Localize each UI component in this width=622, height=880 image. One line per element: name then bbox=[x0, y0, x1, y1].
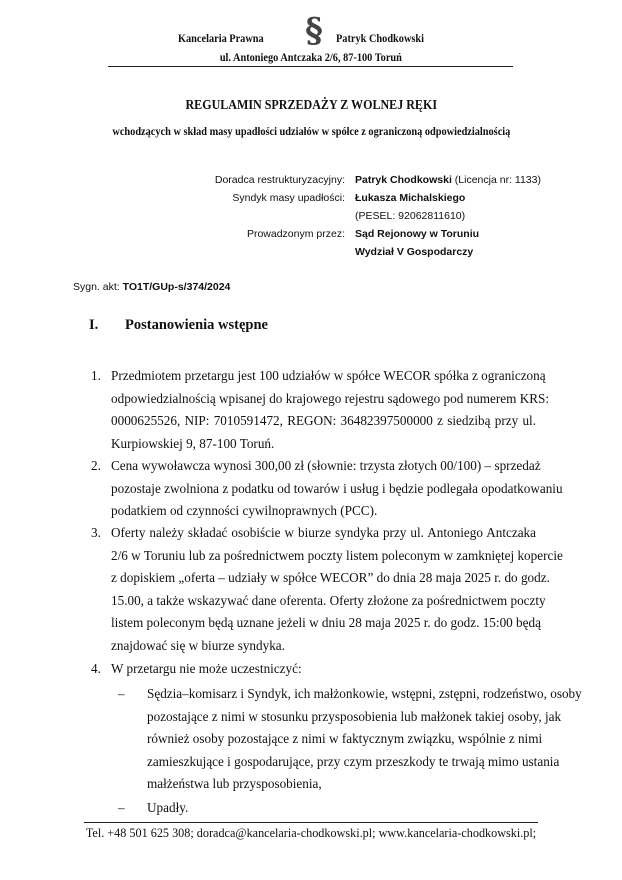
item-number: 1. bbox=[91, 368, 101, 383]
dash-bullet: – bbox=[118, 686, 125, 701]
item-line: listem poleconym będą uznane jeżeli w dniu 28 maja 2025 r. do godz. 15:00 będą bbox=[111, 615, 541, 631]
footer-divider bbox=[84, 822, 538, 823]
item-number: 3. bbox=[91, 525, 101, 540]
svg-text:§: § bbox=[305, 13, 323, 47]
trustee-label: Syndyk masy upadłości: bbox=[232, 192, 345, 204]
trustee-name: Łukasza Michalskiego bbox=[355, 192, 466, 204]
item-line: W przetargu nie może uczestniczyć: bbox=[111, 661, 302, 676]
case-reference-value: TO1T/GUp-s/374/2024 bbox=[122, 281, 231, 293]
advisor-value bbox=[355, 174, 541, 186]
subitem-line: Sędzia–komisarz i Syndyk, ich małżonkowie, wstępni, zstępni, rodzeństwo, osoby bbox=[147, 686, 582, 701]
advisor-license: (Licencja nr: 1133) bbox=[454, 174, 541, 186]
list-item bbox=[111, 522, 563, 658]
item-line: Oferty należy składać osobiście w biurze syndyka przy ul. Antoniego Antczaka bbox=[111, 525, 536, 540]
item-line: odpowiedzialnością wpisanej do krajowego rejestru sądowego pod numerem KRS: bbox=[111, 390, 550, 406]
court-division: Wydział V Gospodarczy bbox=[355, 246, 474, 258]
advisor-label: Doradca restrukturyzacyjny: bbox=[214, 174, 345, 186]
firm-address: ul. Antoniego Antczaka 2/6, 87-100 Toruń bbox=[219, 50, 403, 64]
section-number: I. bbox=[89, 317, 99, 333]
item-line: pozostaje zwolniona z podatku od towarów i usług i będzie podlegała opodatkowaniu bbox=[111, 480, 563, 496]
subitem-line: małżeństwa lub przysposobienia, bbox=[147, 776, 322, 792]
firm-name-left: Kancelaria Prawna bbox=[178, 31, 264, 45]
subitem-line: pozostające z nimi w stosunku przysposobienia lub małżonek takiej osoby, jak bbox=[147, 708, 562, 724]
footer-contact: Tel. +48 501 625 308; doradca@kancelaria-chodkowski.pl; www.kancelaria-chodkowski.pl; bbox=[85, 826, 537, 840]
case-reference bbox=[73, 281, 230, 293]
item-line: Przedmiotem przetargu jest 100 udziałów w spółce WECOR spółka z ograniczoną bbox=[111, 368, 546, 383]
document-subtitle: wchodzących w skład masy upadłości udziałów w spółce z ograniczoną odpowiedzialnością bbox=[112, 124, 510, 138]
court-name: Sąd Rejonowy w Toruniu bbox=[355, 228, 480, 240]
sub-list-item bbox=[147, 797, 536, 820]
document-title: REGULAMIN SPRZEDAŻY Z WOLNEJ RĘKI bbox=[185, 98, 437, 113]
list-item bbox=[111, 365, 550, 455]
item-number: 4. bbox=[91, 661, 101, 676]
list-item bbox=[111, 658, 536, 681]
case-reference-label: Sygn. akt: bbox=[73, 281, 120, 293]
dash-bullet: – bbox=[118, 800, 125, 815]
item-line: Kurpiowskiej 9, 87-100 Toruń. bbox=[111, 435, 275, 451]
item-line: 15.00, a także wskazywać dane oferenta. Oferty złożone za pośrednictwem poczty bbox=[111, 592, 546, 608]
list-item bbox=[111, 455, 563, 523]
letterhead-divider bbox=[108, 66, 513, 67]
item-line: 2/6 w Toruniu lub za pośrednictwem poczty listem poleconym w zamkniętej kopercie bbox=[111, 547, 563, 563]
item-line: znajdować się w biurze syndyka. bbox=[111, 637, 285, 653]
subitem-line: również osoby pozostające z nimi w faktycznym związku, wspólnie z nimi bbox=[147, 731, 543, 747]
firm-name-right: Patryk Chodkowski bbox=[336, 31, 425, 45]
section-title: Postanowienia wstępne bbox=[125, 317, 268, 333]
subitem-line: zamieszkujące i gospodarujące, przy czym przeszkody te trwają mimo ustania bbox=[147, 753, 560, 769]
trustee-pesel: (PESEL: 92062811610) bbox=[355, 210, 466, 222]
item-line: Cena wywoławcza wynosi 300,00 zł (słownie: trzysta złotych 00/100) – sprzedaż bbox=[111, 458, 541, 473]
subitem-line: Upadły. bbox=[147, 800, 189, 815]
item-line: podatkiem od czynności cywilnoprawnych (PCC). bbox=[111, 503, 378, 519]
item-line: z dopiskiem „oferta – udziały w spółce WECOR” do dnia 28 maja 2025 r. do godz. bbox=[111, 570, 550, 586]
item-number: 2. bbox=[91, 458, 101, 473]
court-label: Prowadzonym przez: bbox=[246, 228, 345, 240]
item-line: 0000625526, NIP: 7010591472, REGON: 36482397500000 z siedzibą przy ul. bbox=[111, 413, 536, 429]
section-sign-logo bbox=[302, 13, 326, 47]
advisor-name: Patryk Chodkowski bbox=[355, 174, 452, 186]
sub-list-item bbox=[147, 683, 582, 796]
